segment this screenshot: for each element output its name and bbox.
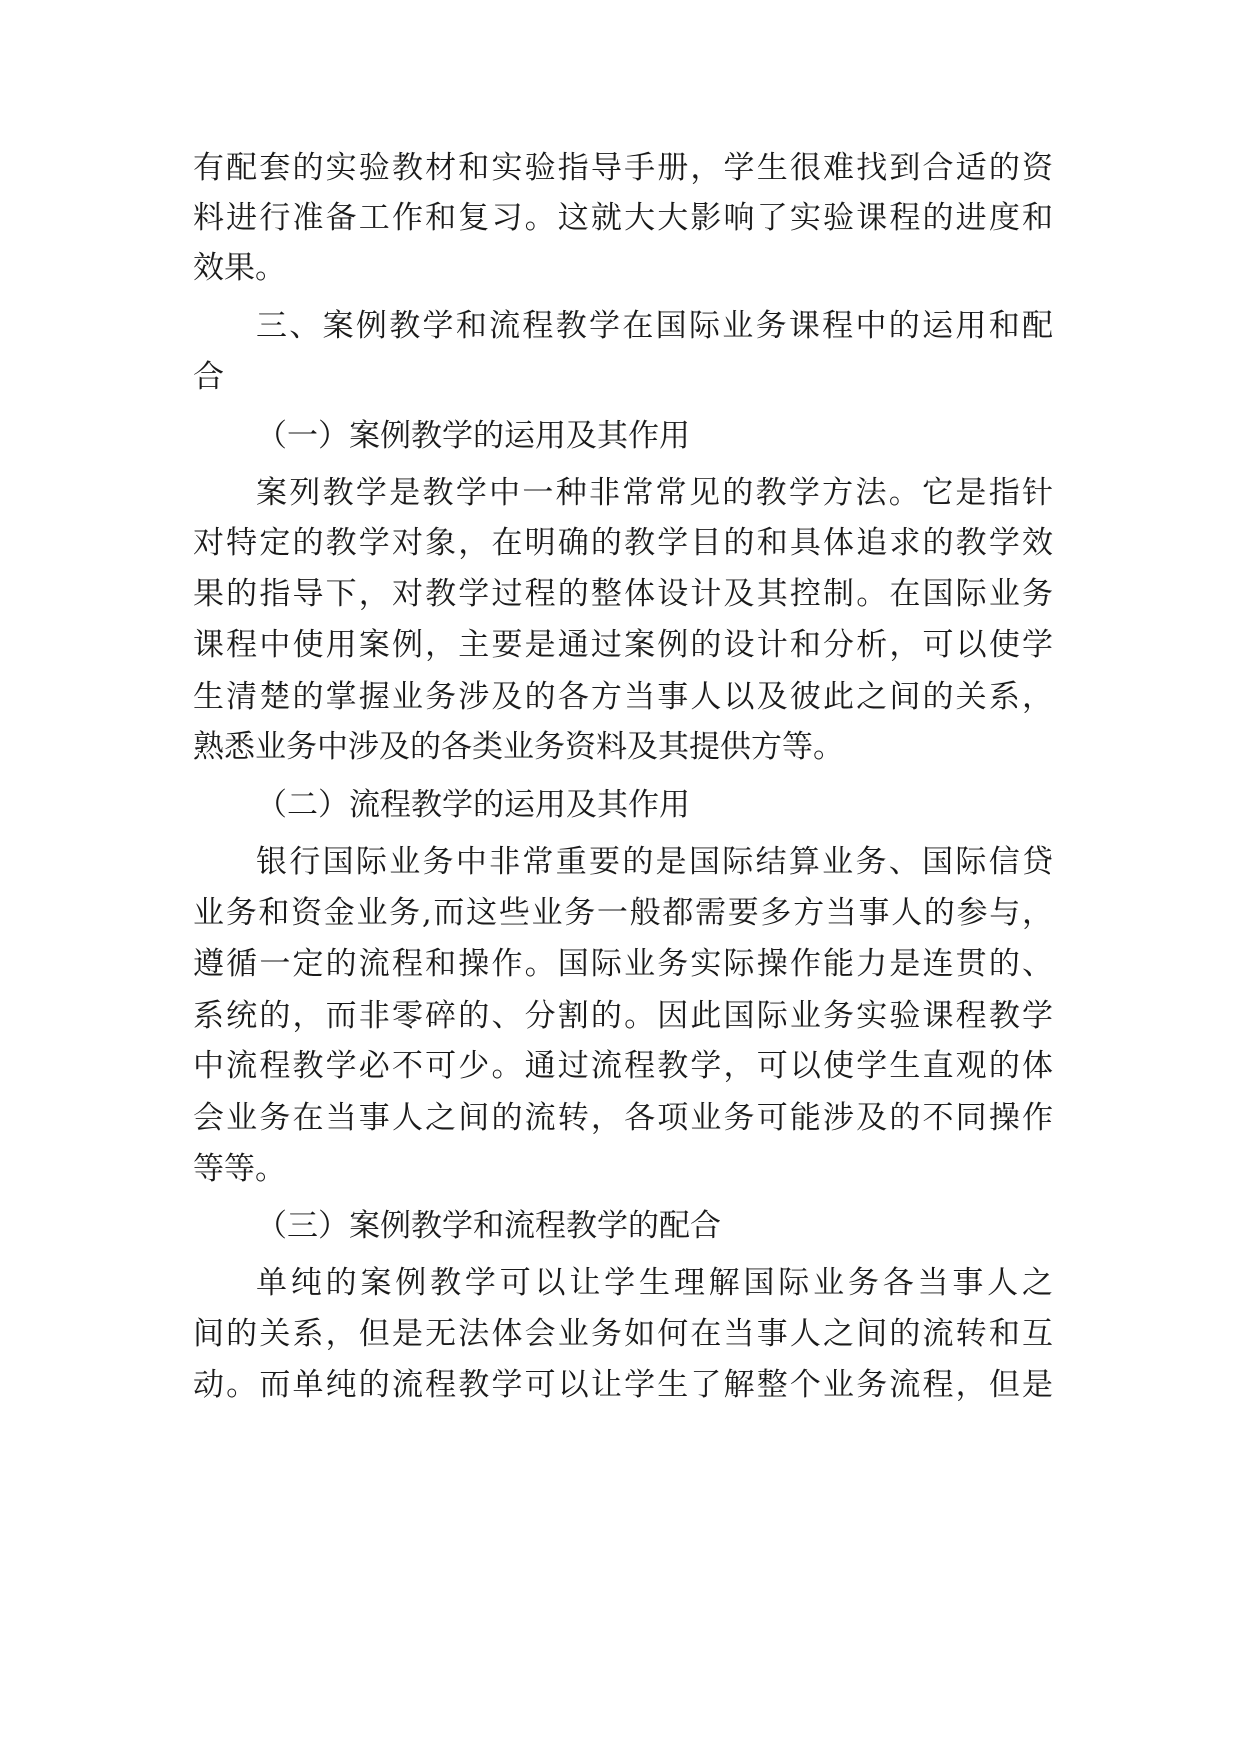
- paragraph-line: 银行国际业务中非常重要的是国际结算业务、国际信贷: [256, 844, 1053, 880]
- section-heading: 三、案例教学和流程教学在国际业务课程中的运用和配: [256, 308, 1053, 344]
- paragraph-line: 等等。: [193, 1151, 286, 1187]
- paragraph-line: 生清楚的掌握业务涉及的各方当事人以及彼此之间的关系，: [193, 679, 1053, 715]
- paragraph-line: 果的指导下，对教学过程的整体设计及其控制。在国际业务: [193, 576, 1053, 612]
- paragraph-line: 遵循一定的流程和操作。国际业务实际操作能力是连贯的、: [193, 946, 1053, 982]
- section-heading-line: 合: [193, 359, 224, 395]
- paragraph-line: 料进行准备工作和复习。这就大大影响了实验课程的进度和: [193, 200, 1053, 236]
- paragraph-line: 动。而单纯的流程教学可以让学生了解整个业务流程，但是: [193, 1367, 1053, 1403]
- paragraph-line: 有配套的实验教材和实验指导手册，学生很难找到合适的资: [193, 150, 1053, 186]
- paragraph-line: 间的关系，但是无法体会业务如何在当事人之间的流转和互: [193, 1316, 1053, 1352]
- paragraph-line: 会业务在当事人之间的流转，各项业务可能涉及的不同操作: [193, 1100, 1053, 1136]
- paragraph-line: 业务和资金业务,而这些业务一般都需要多方当事人的参与，: [193, 895, 1053, 931]
- paragraph-line: 课程中使用案例，主要是通过案例的设计和分析，可以使学: [193, 627, 1053, 663]
- paragraph-line: 中流程教学必不可少。通过流程教学，可以使学生直观的体: [193, 1048, 1053, 1084]
- paragraph-line: 单纯的案例教学可以让学生理解国际业务各当事人之: [256, 1265, 1053, 1301]
- paragraph-line: 案列教学是教学中一种非常常见的教学方法。它是指针: [256, 475, 1053, 511]
- subsection-heading: （一）案例教学的运用及其作用: [256, 418, 690, 454]
- paragraph-line: 效果。: [193, 250, 286, 286]
- subsection-heading: （三）案例教学和流程教学的配合: [256, 1208, 721, 1244]
- paragraph-line: 对特定的教学对象，在明确的教学目的和具体追求的教学效: [193, 525, 1053, 561]
- paragraph-line: 熟悉业务中涉及的各类业务资料及其提供方等。: [193, 729, 844, 765]
- subsection-heading: （二）流程教学的运用及其作用: [256, 787, 690, 823]
- paragraph-line: 系统的，而非零碎的、分割的。因此国际业务实验课程教学: [193, 998, 1053, 1034]
